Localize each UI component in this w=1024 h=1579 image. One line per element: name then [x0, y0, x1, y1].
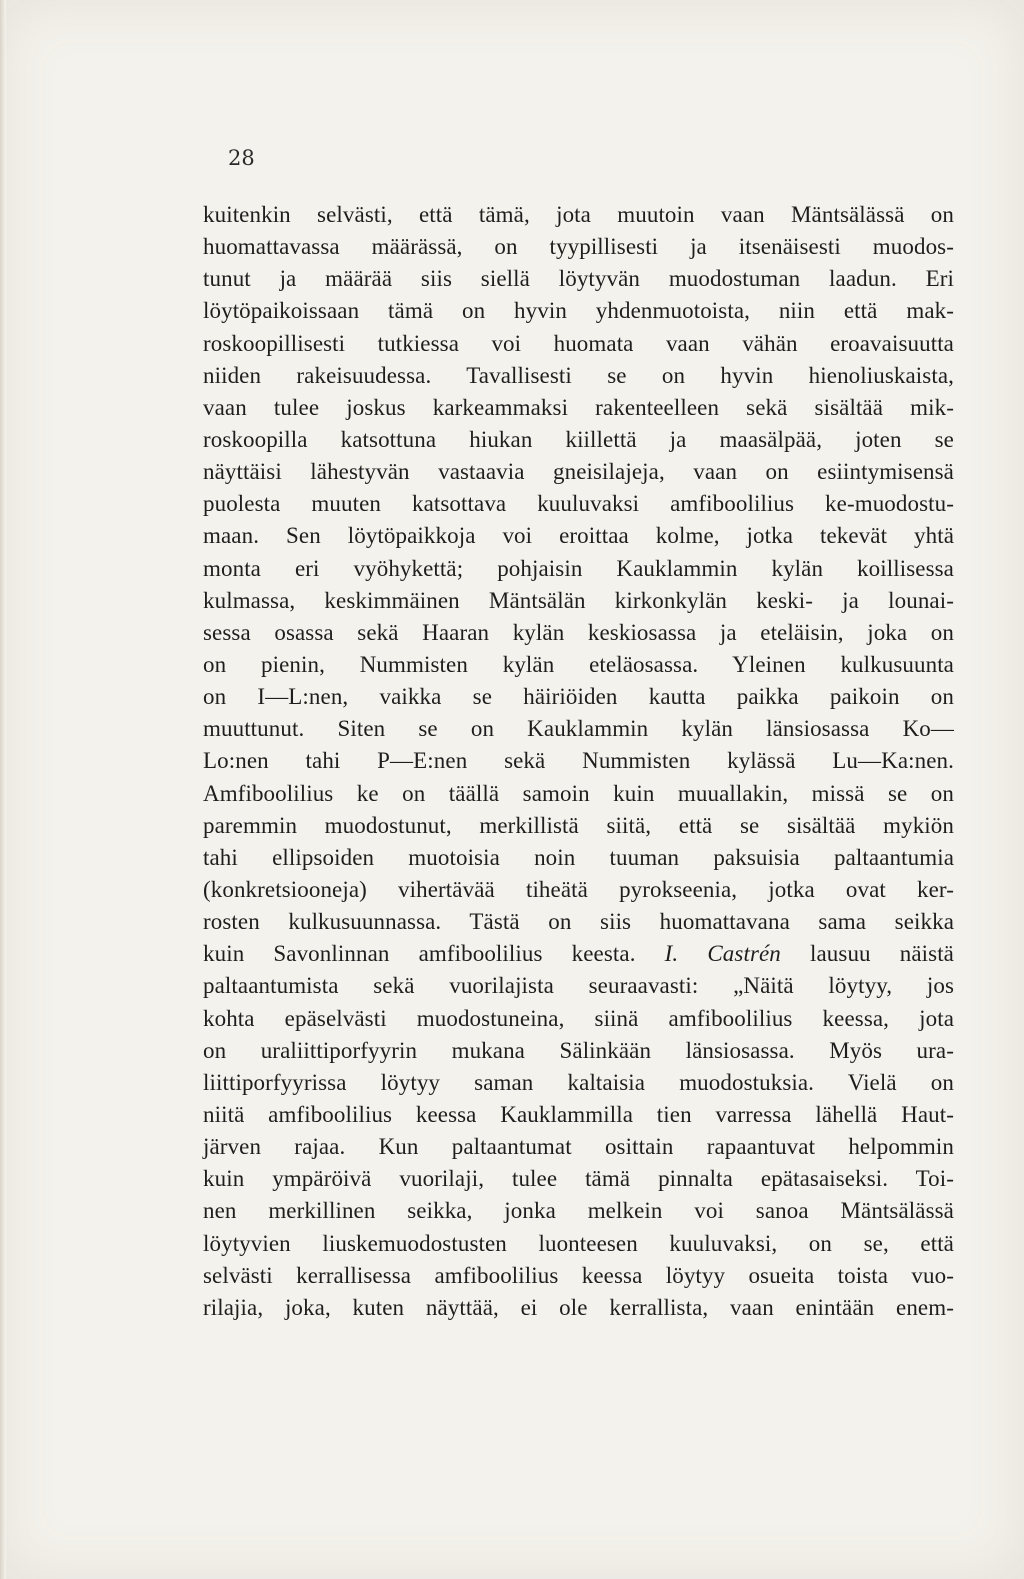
author-name: I. Castrén	[664, 941, 781, 967]
page-number: 28	[228, 146, 255, 170]
text-line: rilajia, joka, kuten näyttää, ei ole kerrallista, vaan enintään enem-	[203, 1294, 954, 1320]
text-line: Lo:nen tahi P—E:nen sekä Nummisten kylässä Lu—Ka:nen.	[203, 748, 954, 774]
text-line: paremmin muodostunut, merkillistä siitä, että se sisältää mykiön	[203, 812, 954, 838]
text-line: kuin ympäröivä vuorilaji, tulee tämä pinnalta epätasaiseksi. Toi-	[203, 1166, 954, 1192]
text-line: monta eri vyöhykettä; pohjaisin Kauklammin kylän koillisessa	[203, 555, 954, 581]
body-text	[203, 199, 954, 1324]
text-line: löytyvien liuskemuodostusten luonteesen kuuluvaksi, on se, että	[203, 1230, 954, 1256]
text-line-end: lausuu näistä	[780, 941, 954, 967]
text-line: selvästi kerrallisessa amfiboolilius keessa löytyy osueita toista vuo-	[203, 1262, 954, 1288]
text-line: järven rajaa. Kun paltaantumat osittain rapaantuvat helpommin	[203, 1134, 954, 1160]
text-line: on pienin, Nummisten kylän eteläosassa. Yleinen kulkusuunta	[203, 651, 954, 677]
text-line: löytöpaikoissaan tämä on hyvin yhdenmuotoista, niin että mak-	[203, 298, 954, 324]
text-line: (konkretsiooneja) vihertävää tiheätä pyrokseenia, jotka ovat ker-	[203, 876, 954, 902]
text-line: rosten kulkusuunnassa. Tästä on siis huomattavana sama seikka	[203, 909, 954, 935]
text-line: tahi ellipsoiden muotoisia noin tuuman paksuisia paltaantumia	[203, 844, 954, 870]
text-line: puolesta muuten katsottava kuuluvaksi amfiboolilius ke-muodostu-	[203, 491, 954, 517]
text-line: muuttunut. Siten se on Kauklammin kylän länsiosassa Ko—	[203, 716, 954, 742]
text-line: kuitenkin selvästi, että tämä, jota muutoin vaan Mäntsälässä on	[203, 202, 954, 227]
text-line: vaan tulee joskus karkeammaksi rakenteelleen sekä sisältää mik-	[203, 394, 954, 420]
text-line: niiden rakeisuudessa. Tavallisesti se on hyvin hienoliuskaista,	[203, 362, 954, 388]
text-line: paltaantumista sekä vuorilajista seuraavasti: „Näitä löytyy, jos	[203, 973, 954, 999]
text-line: on I—L:nen, vaikka se häiriöiden kautta paikka paikoin on	[203, 684, 954, 710]
text-line: niitä amfiboolilius keessa Kauklammilla tien varressa lähellä Haut-	[203, 1101, 954, 1127]
text-line: näyttäisi lähestyvän vastaavia gneisilajeja, vaan on esiintymisensä	[203, 459, 954, 485]
text-line: Amfiboolilius ke on täällä samoin kuin muuallakin, missä se on	[203, 780, 954, 806]
text-line: kulmassa, keskimmäinen Mäntsälän kirkonkylän keski- ja lounai-	[203, 587, 954, 613]
text-line: kohta epäselvästi muodostuneina, siinä amfiboolilius keessa, jota	[203, 1005, 954, 1031]
text-line: on uraliittiporfyyrin mukana Sälinkään länsiosassa. Myös ura-	[203, 1037, 954, 1063]
text-line: maan. Sen löytöpaikkoja voi eroittaa kolme, jotka tekevät yhtä	[203, 523, 954, 549]
page-edge-shadow	[0, 0, 6, 1579]
text-line: roskoopillisesti tutkiessa voi huomata vaan vähän eroavaisuutta	[203, 330, 954, 356]
text-line-with-author	[203, 938, 954, 970]
text-line-start: kuin Savonlinnan amfiboolilius keesta.	[203, 941, 636, 967]
text-line: huomattavassa määrässä, on tyypillisesti ja itsenäisesti muodos-	[203, 234, 954, 260]
text-line: liittiporfyyrissa löytyy saman kaltaisia muodostuksia. Vielä on	[203, 1069, 954, 1095]
text-line: nen merkillinen seikka, jonka melkein voi sanoa Mäntsälässä	[203, 1198, 954, 1224]
text-line: tunut ja määrää siis siellä löytyvän muodostuman laadun. Eri	[203, 266, 954, 292]
text-line: sessa osassa sekä Haaran kylän keskiosassa ja eteläisin, joka on	[203, 619, 954, 645]
text-line: roskoopilla katsottuna hiukan kiillettä ja maasälpää, joten se	[203, 426, 954, 452]
